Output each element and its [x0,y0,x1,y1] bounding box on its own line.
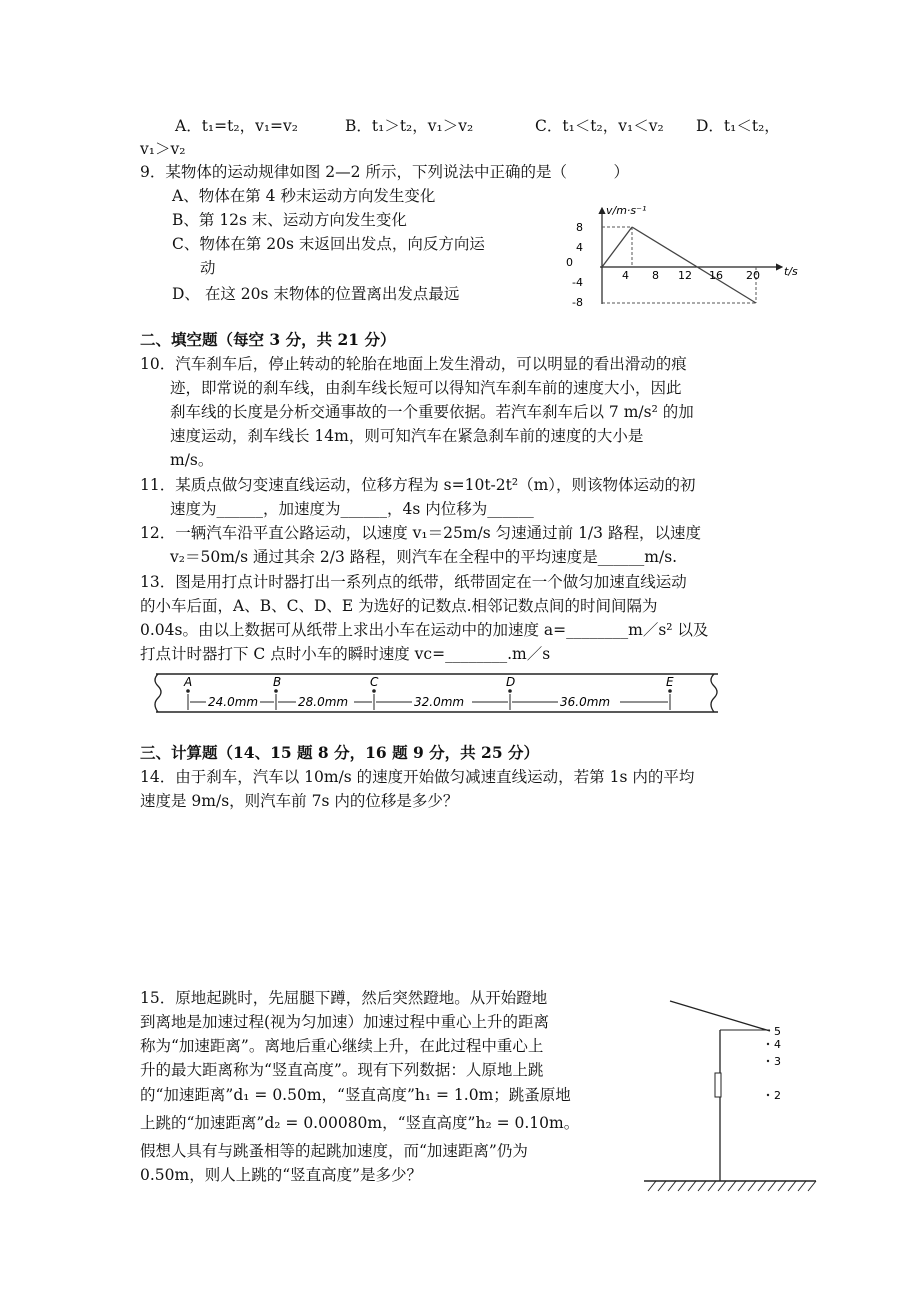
height-dot [767,1043,769,1045]
q11-line: 速度为______，加速度为______，4s 内位移为______ [170,500,534,518]
q10-line: 刹车线的长度是分析交通事故的一个重要依据。若汽车刹车后以 7 m/s² 的加 [170,403,694,421]
x-tick-label: 8 [652,269,659,282]
height-dot [767,1060,769,1062]
y-tick-label: -4 [572,276,583,289]
tape-segment-label: 32.0mm [414,695,465,709]
x-tick-label: 4 [622,269,629,282]
tape-dot [186,689,190,693]
q9-option-c: C、物体在第 20s 末返回出发点，向反方向运 [172,235,485,253]
q10-line: 10．汽车刹车后，停止转动的轮胎在地面上发生滑动，可以明显的看出滑动的痕 [140,355,687,373]
height-mark-label: 2 [774,1089,781,1102]
tape-dot [372,689,376,693]
tape-point-label: C [370,675,379,689]
q15-line: 称为“加速距离”。离地后重心继续上升，在此过程中重心上 [140,1037,544,1055]
q8-option-d-cont: v₁＞v₂ [140,140,186,158]
height-dot [767,1094,769,1096]
y-tick-label: 8 [576,221,583,234]
q15-line: 上跳的“加速距离”d₂ = 0.00080m，“竖直高度”h₂ = 0.10m。 [140,1114,580,1132]
q10-line: 迹，即常说的刹车线，由刹车线长短可以得知汽车刹车前的速度大小，因此 [170,379,682,397]
tape-right-tear [711,674,717,712]
tape-segment-label: 24.0mm [208,695,259,709]
velocity-time-graph [560,200,800,310]
tape-point-label: E [666,675,674,689]
tape-left-tear [155,674,161,712]
q13-line: 13．图是用打点计时器打出一系列点的纸带，纸带固定在一个做匀加速直线运动 [140,573,687,591]
mark-bracket [715,1073,721,1097]
y-tick-label: 4 [576,241,583,254]
y-axis-label: v/m·s⁻¹ [606,204,647,217]
q15-line: 到离地是加速过程(视为匀加速）加速过程中重心上升的距离 [140,1013,550,1031]
q9-option-a: A、物体在第 4 秒末运动方向发生变化 [172,187,436,205]
q15-line: 升的最大距离称为“竖直高度”。现有下列数据：人原地上跳 [140,1061,544,1079]
tape-segment-label: 28.0mm [298,695,349,709]
q9-option-d: D、 在这 20s 末物体的位置离出发点最远 [172,285,460,303]
height-mark-label: 5 [774,1025,781,1038]
q14-line: 14．由于刹车，汽车以 10m/s 的速度开始做匀减速直线运动，若第 1s 内的平均 [140,768,695,786]
x-tick-label: 16 [709,269,723,282]
ground-hatch [648,1181,816,1191]
q9-stem: 9．某物体的运动规律如图 2—2 所示，下列说法中正确的是（ ） [140,163,629,181]
q10-line: m/s。 [170,451,214,469]
q12-line: v₂＝50m/s 通过其余 2/3 路程，则汽车在全程中的平均速度是______m/s. [170,548,678,566]
tape-point-label: A [184,675,193,689]
q15-line: 的“加速距离”d₁ = 0.50m，“竖直高度”h₁ = 1.0m；跳蚤原地 [140,1086,571,1104]
q14-line: 速度是 9m/s，则汽车前 7s 内的位移是多少？ [140,792,459,810]
tape-point-label: B [273,675,282,689]
x-tick-label: 20 [746,269,760,282]
tape-segment-label: 36.0mm [560,695,611,709]
q8-option-a: A．t₁=t₂，v₁=v₂ [175,117,298,135]
y-tick-label: -8 [572,296,583,309]
slanted-roof-line [670,1001,770,1031]
q10-line: 速度运动，刹车线长 14m，则可知汽车在紧急刹车前的速度的大小是 [170,427,644,445]
q8-option-d: D．t₁＜t₂， [696,117,780,135]
section-3-title: 三、计算题（14、15 题 8 分，16 题 9 分，共 25 分） [140,743,540,762]
height-mark-label: 4 [774,1038,781,1051]
q15-line: 假想人具有与跳蚤相等的起跳加速度，而“加速距离”仍为 [140,1142,528,1160]
tape-point-label: D [506,675,516,689]
q15-line: 0.50m，则人上跳的“竖直高度”是多少？ [140,1166,423,1184]
tape-dot [274,689,278,693]
q13-line: 0.04s。由以上数据可从纸带上求出小车在运动中的加速度 a=________m／s² 以及 [140,621,709,639]
q13-line: 打点计时器打下 C 点时小车的瞬时速度 vc=________.m／s [140,645,551,663]
x-axis-label: t/s [784,265,798,278]
jump-height-figure [640,995,820,1195]
graph-line-accelerate [602,227,632,267]
tape-dot [508,689,512,693]
section-2-title: 二、填空题（每空 3 分，共 21 分） [140,330,396,349]
q13-line: 的小车后面，A、B、C、D、E 为选好的记数点.相邻记数点间的时间间隔为 [140,597,658,615]
x-tick-label: 12 [678,269,692,282]
q9-option-b: B、第 12s 末、运动方向发生变化 [172,211,407,229]
origin-label: 0 [566,256,573,269]
paper-tape-figure [148,670,723,718]
q9-option-c-cont: 动 [200,259,216,277]
q8-option-c: C．t₁＜t₂，v₁＜v₂ [535,117,664,135]
q11-line: 11．某质点做匀变速直线运动，位移方程为 s=10t-2t²（m），则该物体运动的初 [140,476,696,494]
q12-line: 12．一辆汽车沿平直公路运动，以速度 v₁＝25m/s 匀速通过前 1/3 路程，以速度 [140,524,701,542]
graph-line-decelerate [632,227,756,303]
q15-line: 15．原地起跳时，先屈腿下蹲，然后突然蹬地。从开始蹬地 [140,989,548,1007]
height-mark-label: 3 [774,1055,781,1068]
q8-option-b: B．t₁＞t₂，v₁＞v₂ [345,117,474,135]
tape-dot [668,689,672,693]
